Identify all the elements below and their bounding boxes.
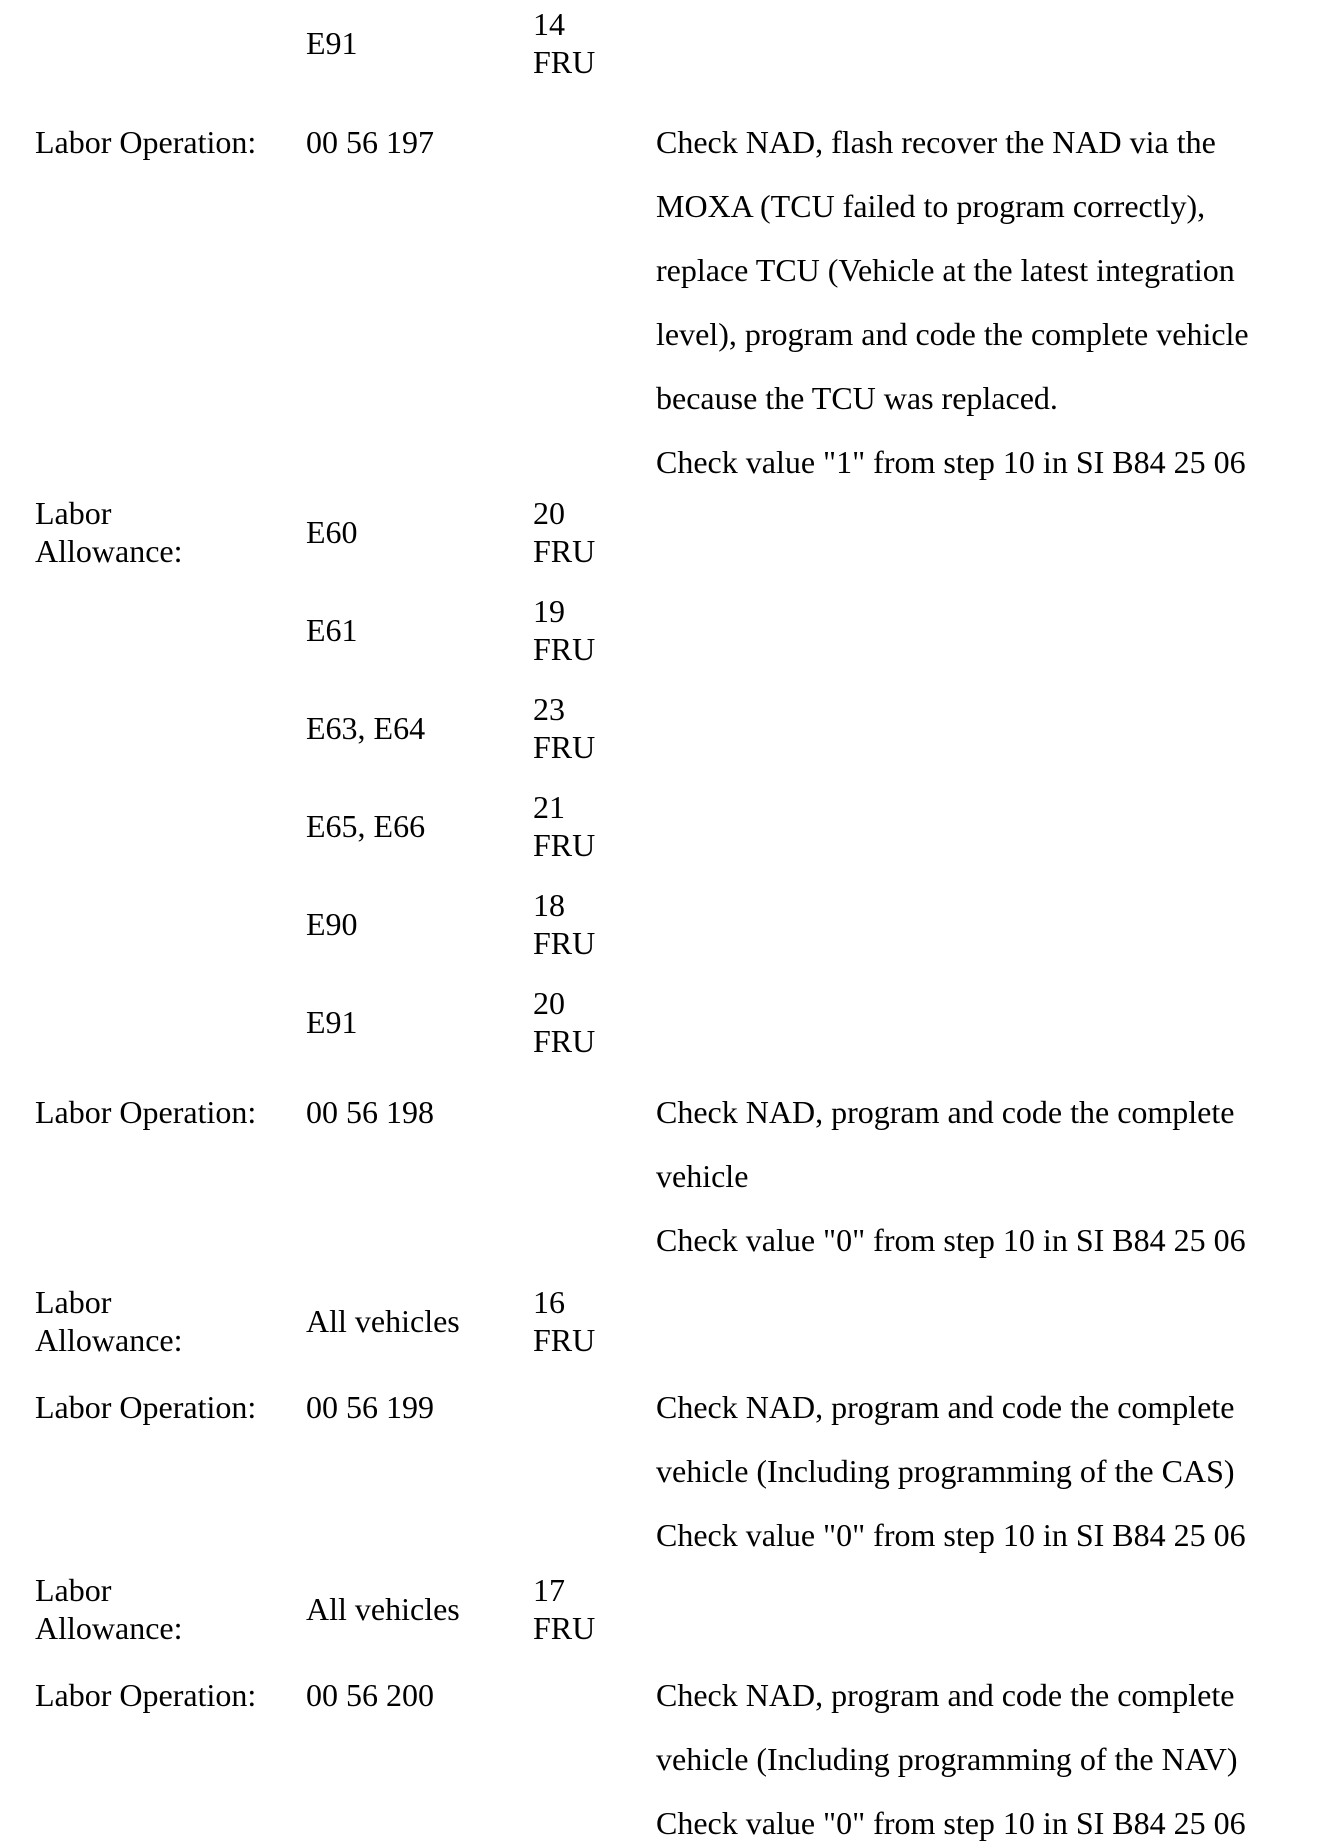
fru-unit: FRU (533, 533, 596, 569)
labor-allowance-section-00-56-197 (35, 494, 1328, 1060)
fru-value: 20 (533, 985, 565, 1021)
check-value-line: Check value "0" from step 10 in SI B84 25 06 (656, 1222, 1246, 1258)
operation-description (656, 110, 1328, 494)
allowance-row (35, 494, 1328, 570)
fru-cell (533, 1283, 656, 1359)
vehicle-model: E91 (306, 25, 358, 61)
allowance-row (35, 984, 1328, 1060)
allowance-row (35, 886, 1328, 962)
vehicle-model: All vehicles (306, 1591, 460, 1627)
labor-operation-label: Labor Operation: (35, 124, 257, 160)
fru-unit: FRU (533, 1023, 596, 1059)
fru-cell (533, 592, 656, 668)
labor-operation-row-00-56-197 (35, 110, 1328, 494)
labor-allowance-label-line2: Allowance: (35, 533, 183, 569)
labor-allowance-label-line2: Allowance: (35, 1610, 183, 1646)
labor-operation-label: Labor Operation: (35, 1389, 257, 1425)
labor-allowance-label (35, 494, 306, 570)
description-line: vehicle (Including programming of the CAS) (656, 1453, 1235, 1489)
allowance-row-carryover (35, 5, 1328, 81)
vehicle-model: E63, E64 (306, 710, 426, 746)
labor-allowance-label-line2: Allowance: (35, 1322, 183, 1358)
fru-value: 19 (533, 593, 565, 629)
fru-value: 23 (533, 691, 565, 727)
description-line: vehicle (Including programming of the NAV) (656, 1741, 1238, 1777)
description-line: Check NAD, program and code the complete (656, 1389, 1235, 1425)
fru-unit: FRU (533, 729, 596, 765)
operation-description (656, 1375, 1328, 1567)
fru-unit: FRU (533, 1610, 596, 1646)
vehicle-model: E65, E66 (306, 808, 426, 844)
allowance-row (35, 690, 1328, 766)
fru-unit: FRU (533, 925, 596, 961)
fru-value: 21 (533, 789, 565, 825)
vehicle-model: All vehicles (306, 1303, 460, 1339)
vehicle-model: E90 (306, 906, 358, 942)
fru-cell (533, 1571, 656, 1647)
labor-operation-label: Labor Operation: (35, 1677, 257, 1713)
labor-operation-row-00-56-198 (35, 1080, 1328, 1272)
description-line: because the TCU was replaced. (656, 380, 1058, 416)
check-value-line: Check value "0" from step 10 in SI B84 25 06 (656, 1517, 1246, 1553)
description-line: Check NAD, flash recover the NAD via the (656, 124, 1216, 160)
vehicle-model: E60 (306, 514, 358, 550)
description-line: level), program and code the complete vehicle (656, 316, 1249, 352)
vehicle-model: E91 (306, 1004, 358, 1040)
labor-allowance-row-00-56-199 (35, 1571, 1328, 1647)
labor-operation-label: Labor Operation: (35, 1094, 257, 1130)
description-line: replace TCU (Vehicle at the latest integration (656, 252, 1235, 288)
labor-operation-code: 00 56 200 (306, 1677, 434, 1713)
allowance-row (35, 788, 1328, 864)
description-line: MOXA (TCU failed to program correctly), (656, 188, 1206, 224)
description-line: Check NAD, program and code the complete (656, 1094, 1235, 1130)
labor-allowance-label-line1: Labor (35, 1284, 112, 1320)
labor-allowance-label-line1: Labor (35, 495, 112, 531)
fru-unit: FRU (533, 1322, 596, 1358)
labor-operation-code: 00 56 198 (306, 1094, 434, 1130)
fru-value: 17 (533, 1572, 565, 1608)
labor-allowance-label (35, 1571, 306, 1647)
fru-cell (533, 494, 656, 570)
allowance-row (35, 592, 1328, 668)
labor-allowance-label-line1: Labor (35, 1572, 112, 1608)
fru-unit: FRU (533, 631, 596, 667)
fru-value: 18 (533, 887, 565, 923)
operation-description (656, 1080, 1328, 1272)
fru-value: 16 (533, 1284, 565, 1320)
fru-unit: FRU (533, 44, 596, 80)
description-line: Check NAD, program and code the complete (656, 1677, 1235, 1713)
fru-value: 20 (533, 495, 565, 531)
labor-operation-row-00-56-199 (35, 1375, 1328, 1567)
fru-value: 14 (533, 6, 565, 42)
fru-unit: FRU (533, 827, 596, 863)
labor-allowance-row-00-56-198 (35, 1283, 1328, 1359)
operation-description (656, 1663, 1328, 1848)
check-value-line: Check value "1" from step 10 in SI B84 25 06 (656, 444, 1246, 480)
fru-cell (533, 5, 656, 81)
fru-cell (533, 984, 656, 1060)
vehicle-model: E61 (306, 612, 358, 648)
fru-cell (533, 886, 656, 962)
fru-cell (533, 788, 656, 864)
labor-operation-code: 00 56 199 (306, 1389, 434, 1425)
check-value-line: Check value "0" from step 10 in SI B84 25 06 (656, 1805, 1246, 1841)
fru-cell (533, 690, 656, 766)
description-line: vehicle (656, 1158, 749, 1194)
labor-allowance-label (35, 1283, 306, 1359)
labor-operation-code: 00 56 197 (306, 124, 434, 160)
labor-operation-row-00-56-200 (35, 1663, 1328, 1848)
